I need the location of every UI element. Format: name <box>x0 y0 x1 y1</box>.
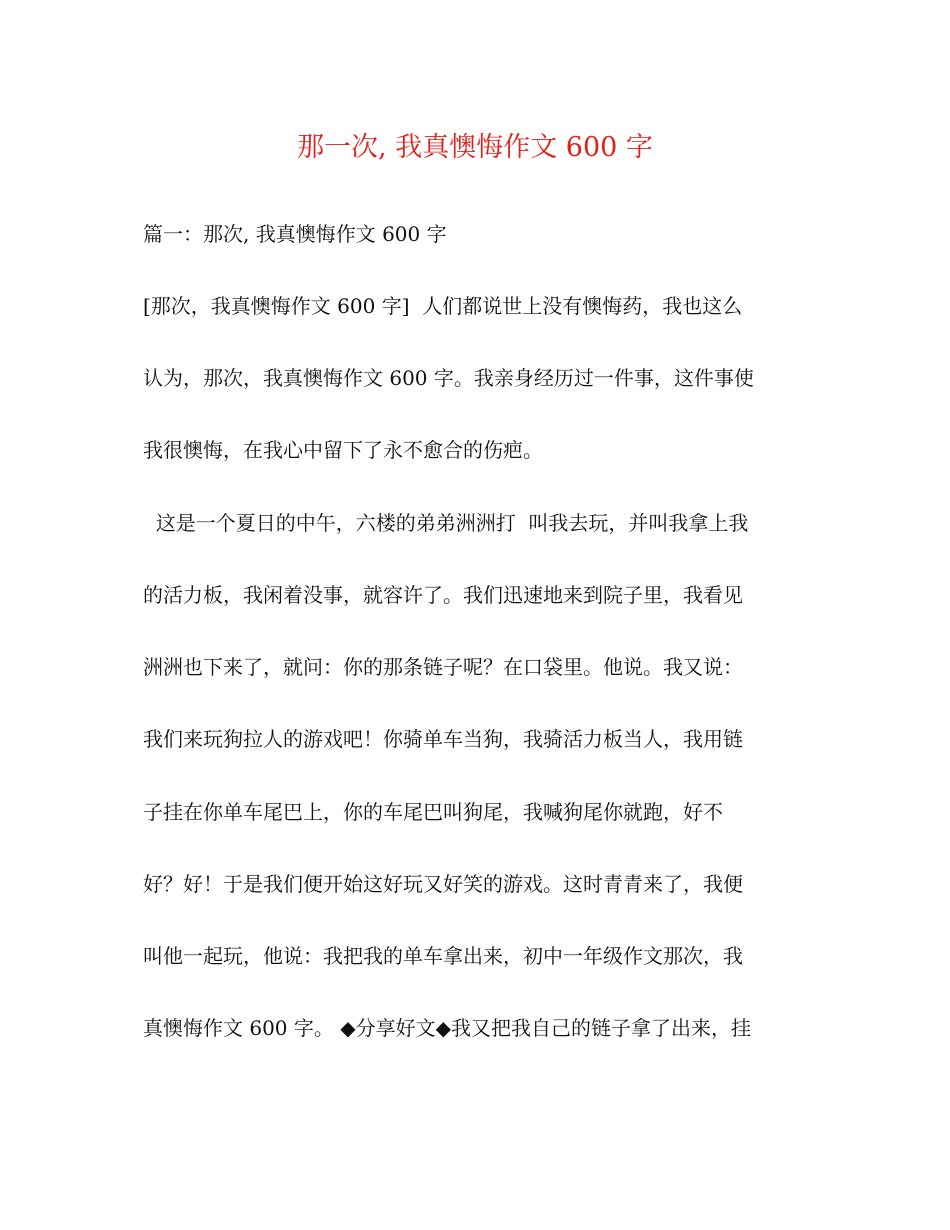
text-line: 我们来玩狗拉人的游戏吧！你骑单车当狗，我骑活力板当人，我用链 <box>143 727 743 751</box>
text-line: 这是一个夏日的中午，六楼的弟弟洲洲打 叫我去玩，并叫我拿上我 <box>143 511 749 535</box>
text-line: 好？好！于是我们便开始这好玩又好笑的游戏。这时青青来了，我便 <box>143 872 743 896</box>
text-line: 洲洲也下来了，就问：你的那条链子呢？在口袋里。他说。我又说： <box>143 655 743 679</box>
text-line: 叫他一起玩，他说：我把我的单车拿出来，初中一年级作文那次，我 <box>143 944 743 968</box>
text-line: 认为，那次，我真懊悔作文 600 字。我亲身经历过一件事，这件事使 <box>143 366 754 390</box>
text-line: 篇一：那次, 我真懊悔作文 600 字 <box>143 222 447 246</box>
text-line: 子挂在你单车尾巴上，你的车尾巴叫狗尾，我喊狗尾你就跑，好不 <box>143 800 723 824</box>
text-line: 的活力板，我闲着没事，就容许了。我们迅速地来到院子里，我看见 <box>143 583 743 607</box>
text-line: 真懊悔作文 600 字。 ◆分享好文◆我又把我自己的链子拿了出来，挂 <box>143 1016 752 1040</box>
document-title: 那一次, 我真懊悔作文 600 字 <box>297 132 653 163</box>
text-line: 我很懊悔，在我心中留下了永不愈合的伤疤。 <box>143 438 543 462</box>
text-line: [那次，我真懊悔作文 600 字] 人们都说世上没有懊悔药，我也这么 <box>143 294 743 318</box>
